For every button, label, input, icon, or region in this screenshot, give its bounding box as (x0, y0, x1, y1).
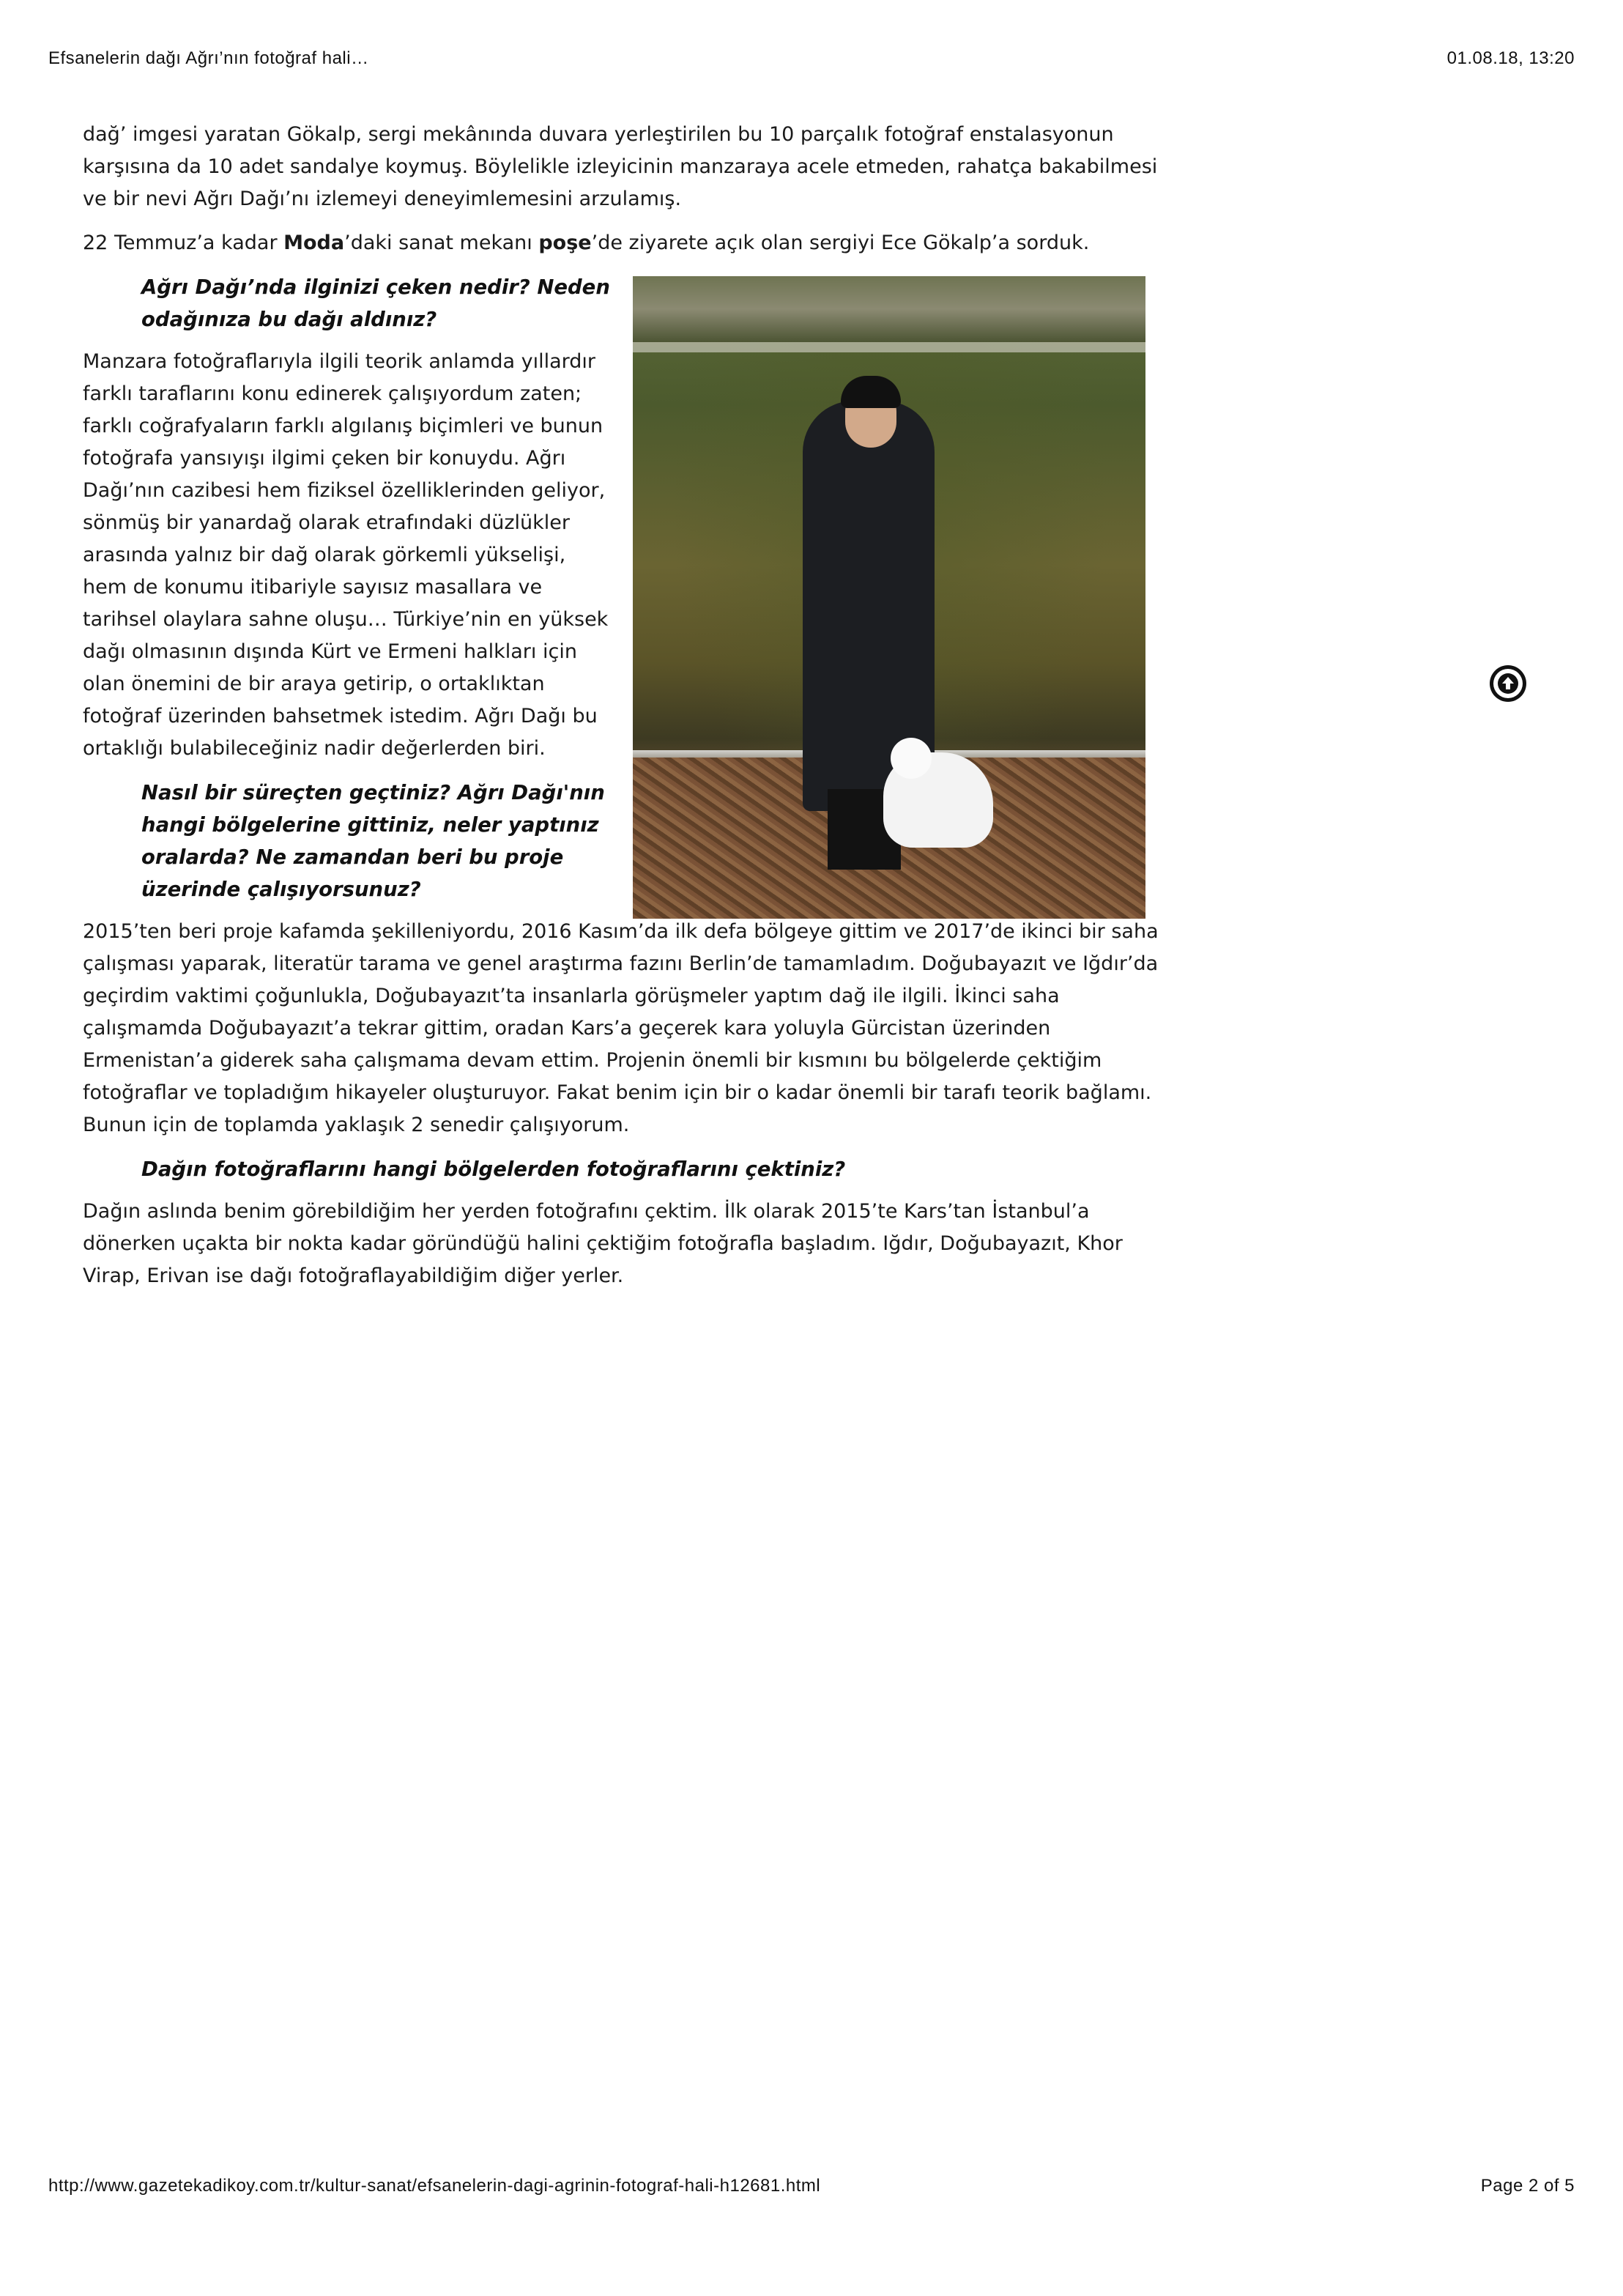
scroll-top-inner[interactable] (1493, 669, 1523, 698)
answer-3: Dağın aslında benim görebildiğim her yerden fotoğrafını çektim. İlk olarak 2015’te Kars’tan İstanbul’a dönerken uçakta bir nokta kadar göründüğü halini çektiğim fotoğrafla başladım. Iğdır, Doğubayazıt, Khor Virap, Erivan ise dağı fotoğraflayabildiğim diğer yerler. (83, 1200, 1123, 1287)
photo-snow-ledge (633, 342, 1145, 352)
arrow-up-icon (1497, 673, 1519, 695)
paragraph-exhibition (83, 227, 1159, 259)
paragraph-intro: dağ’ imgesi yaratan Gökalp, sergi mekânında duvara yerleştirilen bu 10 parçalık fotoğraf enstalasyonun karşısına da 10 adet sandalye koymuş. Böylelikle izleyicinin manzaraya acele etmeden, rahatça bakabilmesi ve bir nevi Ağrı Dağı’nı izlemeyi deneyimlemesini arzulamış. (83, 123, 1158, 210)
page-header-title: Efsanelerin dağı Ağrı’nın fotoğraf hali… (48, 48, 369, 68)
text-span: 22 Temmuz’a kadar (83, 232, 284, 254)
page-footer-number: Page 2 of 5 (1480, 2176, 1575, 2196)
page-footer-url[interactable]: http://www.gazetekadikoy.com.tr/kultur-sanat/efsanelerin-dagi-agrinin-fotograf-hali-h12681.html (48, 2176, 821, 2196)
text-span: ’daki sanat mekanı (344, 232, 539, 254)
photo-person-hat (841, 376, 901, 408)
photo-dog-head (891, 738, 932, 779)
wrapped-column (83, 271, 625, 906)
page-header-datetime: 01.08.18, 13:20 (1446, 48, 1575, 68)
portrait-photo (633, 276, 1145, 919)
question-3: Dağın fotoğraflarını hangi bölgelerden fotoğraflarını çektiniz? (141, 1158, 846, 1181)
bold-moda: Moda (283, 232, 345, 254)
question-1: Ağrı Dağı’nda ilginizi çeken nedir? Neden odağınıza bu dağı aldınız? (141, 275, 610, 331)
answer-2: 2015’ten beri proje kafamda şekilleniyordu, 2016 Kasım’da ilk defa bölgeye gittim ve 2017’de ikinci bir saha çalışması yaparak, literatür tarama ve genel araştırma fazını Berlin’de tamamladım. Doğubayazıt ve Iğdır’da geçirdim vaktimi çoğunlukla, Doğubayazıt’ta insanlarla görüşmeler yaptım dağ ile ilgili. İkinci saha çalışmamda Doğubayazıt’a tekrar gittim, oradan Kars’a geçerek kara yoluyla Gürcistan üzerinden Ermenistan’a giderek saha çalışmama devam ettim. Projenin önemli bir kısmını bu bölgelerde çektiğim fotoğraflar ve topladığım hikayeler oluşturuyor. Fakat benim için bir o kadar önemli bir tarafı teorik bağlamı. Bunun için de toplamda yaklaşık 2 senedir çalışıyorum. (83, 920, 1159, 1136)
arrow-up-circle-icon[interactable] (1490, 665, 1526, 702)
text-span: ’de ziyarete açık olan sergiyi Ece Gökalp’a sorduk. (591, 232, 1090, 254)
answer-1: Manzara fotoğraflarıyla ilgili teorik anlamda yıllardır farklı taraflarını konu edinerek çalışıyordum zaten; farklı coğrafyaların farklı algılanış biçimleri ve bunun fotoğrafa yansıyışı ilgimi çeken bir konuydu. Ağrı Dağı’nın cazibesi hem fiziksel özelliklerinden geliyor, sönmüş bir yanardağ olarak etrafındaki düzlükler arasında yalnız bir dağ olarak görkemli yükselişi, hem de konumu itibariyle sayısız masallara ve tarihsel olaylara sahne oluşu… Türkiye’nin en yüksek dağı olmasının dışında Kürt ve Ermeni halkları için olan önemini de bir araya getirip, o ortaklıktan fotoğraf üzerinden bahsetmek istedim. Ağrı Dağı bu ortaklığı bulabileceğiniz nadir değerlerden biri. (83, 350, 609, 760)
photo-rock-top (633, 276, 1145, 342)
question-2: Nasıl bir süreçten geçtiniz? Ağrı Dağı'nın hangi bölgelerine gittiniz, neler yaptınız oralarda? Ne zamandan beri bu proje üzerinde çalışıyorsunuz? (141, 781, 605, 901)
bold-pose: poşe (538, 232, 592, 254)
